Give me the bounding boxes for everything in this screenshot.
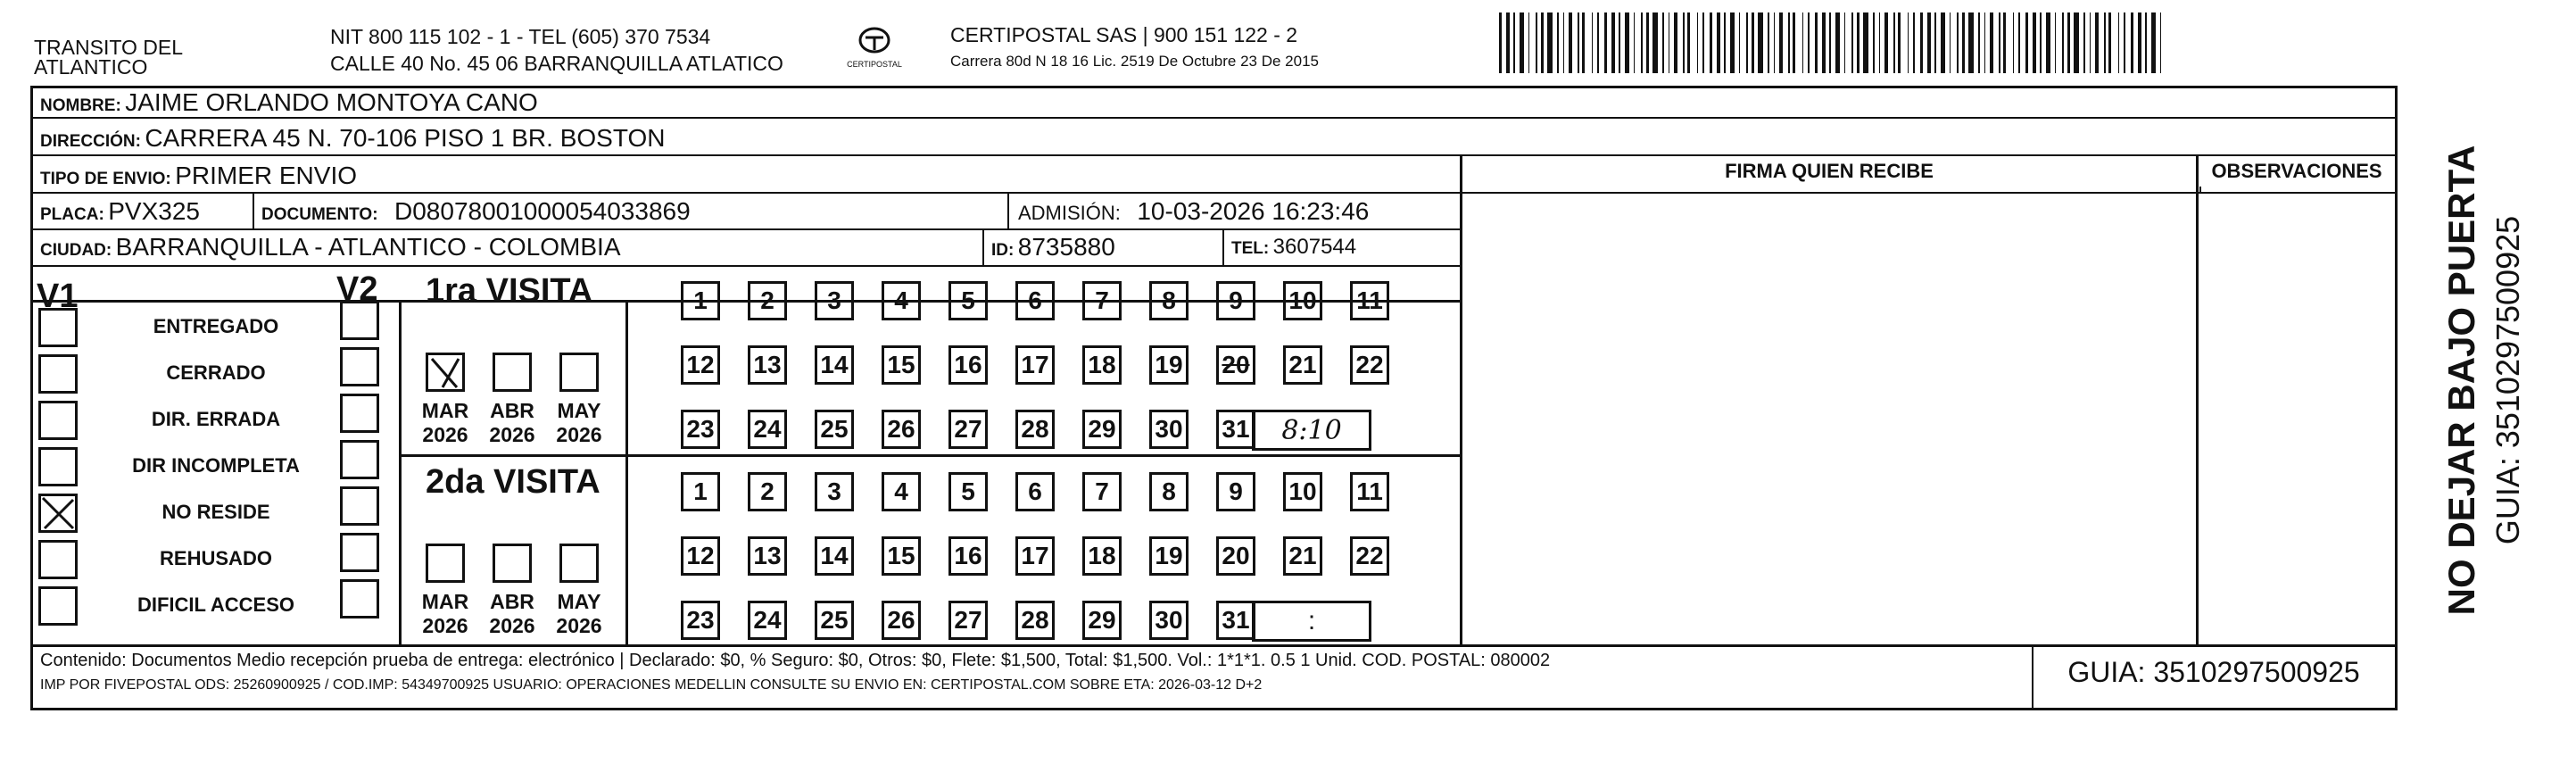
month-year (543, 399, 615, 447)
year-label: 2026 (556, 423, 602, 446)
day-box-6[interactable]: 6 (1015, 472, 1055, 511)
tel-row (1231, 235, 1356, 260)
barcode-bar (1687, 12, 1690, 73)
month-checkbox-may[interactable] (559, 353, 599, 392)
check-mark-icon (428, 355, 462, 389)
day-box-26[interactable]: 26 (882, 601, 921, 640)
visit2-title: 2da VISITA (426, 463, 601, 501)
day-box-9[interactable]: 9 (1216, 281, 1255, 320)
company-name: CERTIPOSTAL SAS | 900 151 122 - 2 (950, 23, 1298, 46)
check-mark-icon (41, 496, 75, 530)
v2-checkbox-6[interactable] (340, 533, 379, 572)
day-box-30[interactable]: 30 (1149, 601, 1189, 640)
day-box-23[interactable]: 23 (681, 601, 720, 640)
day-box-23[interactable]: 23 (681, 410, 720, 449)
month-label: ABR (490, 590, 534, 613)
barcode-bar (2118, 12, 2119, 73)
reason-label: DIR INCOMPLETA (132, 454, 300, 477)
issuer-contact (330, 25, 783, 75)
month-year (543, 590, 615, 638)
barcode-bar (1652, 12, 1658, 73)
barcode-bar (2033, 12, 2036, 73)
delivery-form (30, 86, 2398, 710)
barcode-bar (1634, 12, 1635, 73)
id-row (991, 233, 1115, 261)
barcode-bar (1520, 12, 1524, 73)
barcode-bar (2145, 12, 2147, 73)
id-label: ID: (991, 241, 1015, 260)
direccion-label: DIRECCIÓN: (40, 132, 141, 151)
ciudad-row (40, 233, 621, 261)
barcode-bar (2160, 12, 2161, 73)
reason-label: ENTREGADO (153, 315, 279, 337)
day-box-28[interactable]: 28 (1015, 410, 1055, 449)
day-box-12[interactable]: 12 (681, 536, 720, 576)
barcode-bar (2131, 12, 2133, 73)
barcode-bar (1724, 12, 1726, 73)
year-label: 2026 (422, 614, 468, 637)
barcode-bar (1774, 12, 1775, 73)
barcode-bar (1927, 12, 1931, 73)
day-box-21[interactable]: 21 (1283, 536, 1322, 576)
day-box-19[interactable]: 19 (1149, 345, 1189, 385)
v1-checkbox-6[interactable] (38, 540, 78, 579)
barcode-bar (1611, 12, 1615, 73)
day-box-5[interactable]: 5 (948, 472, 988, 511)
barcode-bar (2104, 12, 2106, 73)
barcode-bar (1592, 12, 1593, 73)
placa-row (40, 197, 200, 226)
placa-value: PVX325 (108, 197, 200, 225)
barcode-bar (2095, 12, 2099, 73)
barcode-bar (1697, 12, 1698, 73)
barcode-bar (1879, 12, 1880, 73)
barcode-bar (1506, 12, 1510, 73)
day-box-17[interactable]: 17 (1015, 345, 1055, 385)
barcode-bar (2040, 12, 2042, 73)
v2-checkbox-7[interactable] (340, 579, 379, 618)
nombre-value: JAIME ORLANDO MONTOYA CANO (125, 88, 538, 116)
direccion-row (40, 124, 665, 153)
barcode-bar (1863, 12, 1868, 73)
day-box-20[interactable]: 20 (1216, 345, 1255, 385)
year-label: 2026 (489, 614, 535, 637)
barcode-bar (1908, 12, 1909, 73)
day-box-11[interactable]: 11 (1350, 472, 1389, 511)
barcode-bar (1746, 12, 1748, 73)
day-box-22[interactable]: 22 (1350, 536, 1389, 576)
day-box-24[interactable]: 24 (748, 410, 787, 449)
day-box-12[interactable]: 12 (681, 345, 720, 385)
firma-header: FIRMA QUIEN RECIBE (1725, 160, 1934, 182)
barcode-bar (1788, 12, 1790, 73)
day-box-24[interactable]: 24 (748, 601, 787, 640)
barcode-bar (2090, 12, 2091, 73)
tipo-value: PRIMER ENVIO (175, 162, 358, 189)
admision-value: 10-03-2026 16:23:46 (1137, 197, 1370, 225)
day-box-29[interactable]: 29 (1082, 410, 1122, 449)
day-box-18[interactable]: 18 (1082, 345, 1122, 385)
barcode-bar (1835, 12, 1840, 73)
v1-checkbox-7[interactable] (38, 586, 78, 626)
reason-label: REHUSADO (160, 547, 272, 569)
day-box-31[interactable]: 31 (1216, 410, 1255, 449)
day-box-22[interactable]: 22 (1350, 345, 1389, 385)
barcode-bar (1822, 12, 1826, 73)
month-year (410, 590, 481, 638)
day-box-3[interactable]: 3 (815, 472, 854, 511)
admision-row (1018, 197, 1369, 226)
side-warning: NO DEJAR BAJO PUERTA (2440, 145, 2482, 616)
day-box-15[interactable]: 15 (882, 345, 921, 385)
day-box-13[interactable]: 13 (748, 536, 787, 576)
month-checkbox-mar[interactable] (426, 353, 465, 392)
barcode-bar (1857, 12, 1860, 73)
v1-checkbox-4[interactable] (38, 447, 78, 486)
reason-label: CERRADO (166, 361, 266, 384)
time-box[interactable]: 8:10 (1252, 410, 1371, 451)
barcode-bar (1752, 12, 1754, 73)
v1-checkbox-3[interactable] (38, 401, 78, 440)
month-label: MAR (421, 399, 469, 422)
barcode-bar (2025, 12, 2028, 73)
barcode-bar (2018, 12, 2020, 73)
v2-checkbox-1[interactable] (340, 301, 379, 340)
barcode-bar (1941, 12, 1945, 73)
issuer-nit: NIT 800 115 102 - 1 - TEL (605) 370 7534 (330, 25, 711, 48)
barcode-bar (2062, 12, 2064, 73)
v2-label: V2 (336, 270, 378, 308)
year-label: 2026 (556, 614, 602, 637)
v1-checkbox-1[interactable] (38, 308, 78, 347)
reason-label: DIR. ERRADA (151, 408, 281, 430)
month-checkbox-may[interactable] (559, 544, 599, 583)
day-box-8[interactable]: 8 (1149, 281, 1189, 320)
barcode-bar (1884, 12, 1888, 73)
barcode-bar (1815, 12, 1818, 73)
barcode-bar (1793, 12, 1795, 73)
visit1-title: 1ra VISITA (426, 272, 593, 310)
admision-label: ADMISIÓN: (1018, 202, 1121, 224)
barcode-bar (1582, 12, 1585, 73)
placa-label: PLACA: (40, 205, 104, 224)
barcode-bar (1779, 12, 1783, 73)
certipostal-logo (834, 27, 915, 69)
barcode-bar (1641, 12, 1643, 73)
reason-label: DIFICIL ACCESO (137, 594, 294, 616)
barcode-bar (1662, 12, 1664, 73)
day-box-1[interactable]: 1 (681, 281, 720, 320)
day-box-30[interactable]: 30 (1149, 410, 1189, 449)
tel-label: TEL: (1231, 239, 1270, 258)
day-box-7[interactable]: 7 (1082, 281, 1122, 320)
barcode-bar (1984, 12, 1985, 73)
ciudad-value: BARRANQUILLA - ATLANTICO - COLOMBIA (115, 233, 621, 261)
issuer-name (34, 36, 183, 79)
v1-label: V1 (37, 278, 79, 315)
barcode-bar (1625, 12, 1629, 73)
barcode-bar (2003, 12, 2006, 73)
day-box-8[interactable]: 8 (1149, 472, 1189, 511)
barcode-bar (1739, 12, 1740, 73)
barcode-bar (1913, 12, 1915, 73)
day-box-16[interactable]: 16 (948, 536, 988, 576)
barcode-bar (2046, 12, 2050, 73)
barcode-bar (1893, 12, 1895, 73)
direccion-value: CARRERA 45 N. 70-106 PISO 1 BR. BOSTON (145, 124, 666, 152)
tel-value: 3607544 (1272, 235, 1357, 259)
day-box-25[interactable]: 25 (815, 410, 854, 449)
barcode-bar (1513, 12, 1515, 73)
day-box-31[interactable]: 31 (1216, 601, 1255, 640)
nombre-row (40, 88, 538, 117)
month-year (476, 590, 548, 638)
barcode-bar (1569, 12, 1572, 73)
barcode-bar (1619, 12, 1620, 73)
barcode-bar (1730, 12, 1735, 73)
barcode-bar (1898, 12, 1901, 73)
barcode-bar (1683, 12, 1685, 73)
company-license: Carrera 80d N 18 16 Lic. 2519 De Octubre 23 De 2015 (950, 53, 1319, 70)
barcode-bar (2013, 12, 2014, 73)
barcode-bar (1957, 12, 1959, 73)
barcode-bar (1873, 12, 1875, 73)
day-box-11[interactable]: 11 (1350, 281, 1389, 320)
day-box-21[interactable]: 21 (1283, 345, 1322, 385)
issuer-line-2: ATLANTICO (34, 55, 148, 79)
barcode-bar (1541, 12, 1544, 73)
v2-checkbox-3[interactable] (340, 394, 379, 433)
barcode-bar (1978, 12, 1980, 73)
day-box-27[interactable]: 27 (948, 410, 988, 449)
imp-text: IMP POR FIVEPOSTAL ODS: 25260900925 / COD.IMP: 54349700925 USUARIO: OPERACIONES MEDELLIN CONSULTE SU ENVIO EN: CERTIPOSTAL.COM SOBRE ETA: 2026-03-12 D+2 (40, 677, 1263, 693)
day-box-10[interactable]: 10 (1283, 281, 1322, 320)
barcode-bar (2083, 12, 2085, 73)
barcode-bar (1557, 12, 1559, 73)
day-box-14[interactable]: 14 (815, 345, 854, 385)
month-year (410, 399, 481, 447)
month-checkbox-abr[interactable] (493, 353, 532, 392)
barcode-bar (1844, 12, 1845, 73)
barcode-bar (1962, 12, 1965, 73)
day-box-3[interactable]: 3 (815, 281, 854, 320)
day-box-27[interactable]: 27 (948, 601, 988, 640)
barcode-bar (1710, 12, 1712, 73)
barcode-bar (1547, 12, 1553, 73)
company-info (950, 23, 1319, 71)
barcode-bar (2138, 12, 2141, 73)
v1-checkbox-2[interactable] (38, 354, 78, 394)
day-box-5[interactable]: 5 (948, 281, 988, 320)
month-year (476, 399, 548, 447)
day-box-4[interactable]: 4 (882, 281, 921, 320)
day-box-2[interactable]: 2 (748, 281, 787, 320)
barcode-bar (1920, 12, 1923, 73)
side-guia: GUIA: 3510297500925 (2489, 215, 2526, 545)
footer-guia: GUIA: 3510297500925 (2067, 656, 2360, 688)
barcode-bar (1808, 12, 1810, 73)
barcode-bar (1499, 12, 1502, 73)
tipo-row (40, 162, 357, 190)
day-box-4[interactable]: 4 (882, 472, 921, 511)
time-box[interactable]: : (1252, 601, 1371, 642)
barcode-bar (2124, 12, 2125, 73)
day-box-14[interactable]: 14 (815, 536, 854, 576)
v2-checkbox-5[interactable] (340, 486, 379, 526)
day-box-7[interactable]: 7 (1082, 472, 1122, 511)
logo-icon (857, 27, 892, 55)
issuer-address: CALLE 40 No. 45 06 BARRANQUILLA ATLATICO (330, 52, 783, 75)
month-label: MAR (421, 590, 469, 613)
documento-label: DOCUMENTO: (261, 205, 378, 224)
barcode-bar (1829, 12, 1831, 73)
id-value: 8735880 (1017, 233, 1115, 261)
barcode-bar (1597, 12, 1599, 73)
documento-row (261, 197, 691, 226)
barcode-bar (1802, 12, 1803, 73)
reason-label: NO RESIDE (162, 501, 270, 523)
year-label: 2026 (489, 423, 535, 446)
v2-checkbox-4[interactable] (340, 440, 379, 479)
month-checkbox-abr[interactable] (493, 544, 532, 583)
barcode-bar (1604, 12, 1607, 73)
barcode-bar (1950, 12, 1951, 73)
day-box-28[interactable]: 28 (1015, 601, 1055, 640)
ciudad-label: CIUDAD: (40, 241, 112, 260)
issuer-line-1: TRANSITO DEL (34, 36, 183, 59)
day-box-6[interactable]: 6 (1015, 281, 1055, 320)
month-label: MAY (557, 399, 601, 422)
month-label: MAY (557, 590, 601, 613)
barcode-bar (1717, 12, 1720, 73)
barcode-bar (1934, 12, 1936, 73)
day-box-16[interactable]: 16 (948, 345, 988, 385)
barcode-bar (1674, 12, 1677, 73)
barcode-bar (2055, 12, 2056, 73)
barcode-bar (1578, 12, 1579, 73)
contenido-text: Contenido: Documentos Medio recepción prueba de entrega: electrónico | Declarado: $0, % Seguro: $0, Otros: $0, Flete: $1,500, Total: $1,500. Vol.: 1*1*1. 0.5 1 Unid. COD. POSTAL: 080002 (40, 651, 1551, 670)
day-box-26[interactable]: 26 (882, 410, 921, 449)
day-box-2[interactable]: 2 (748, 472, 787, 511)
day-box-17[interactable]: 17 (1015, 536, 1055, 576)
month-label: ABR (490, 399, 534, 422)
nombre-label: NOMBRE: (40, 96, 121, 115)
barcode-bar (1702, 12, 1704, 73)
documento-value: D08078001000054033869 (394, 197, 691, 225)
barcode-bar (1990, 12, 1993, 73)
day-box-15[interactable]: 15 (882, 536, 921, 576)
barcode-bar (2151, 12, 2156, 73)
barcode-bar (2067, 12, 2070, 73)
day-box-20[interactable]: 20 (1216, 536, 1255, 576)
day-box-18[interactable]: 18 (1082, 536, 1122, 576)
barcode (1499, 12, 2168, 73)
barcode-bar (1968, 12, 1974, 73)
day-box-10[interactable]: 10 (1283, 472, 1322, 511)
day-box-13[interactable]: 13 (748, 345, 787, 385)
barcode-bar (2074, 12, 2079, 73)
day-box-19[interactable]: 19 (1149, 536, 1189, 576)
v2-checkbox-2[interactable] (340, 347, 379, 386)
year-label: 2026 (422, 423, 468, 446)
barcode-bar (1851, 12, 1853, 73)
barcode-bar (1768, 12, 1769, 73)
day-box-29[interactable]: 29 (1082, 601, 1122, 640)
month-checkbox-mar[interactable] (426, 544, 465, 583)
barcode-bar (2108, 12, 2111, 73)
observaciones-header: OBSERVACIONES (2211, 160, 2382, 182)
logo-text: CERTIPOSTAL (847, 60, 902, 69)
day-box-25[interactable]: 25 (815, 601, 854, 640)
day-box-9[interactable]: 9 (1216, 472, 1255, 511)
v1-checkbox-5[interactable] (38, 494, 78, 533)
barcode-bar (1563, 12, 1564, 73)
day-box-1[interactable]: 1 (681, 472, 720, 511)
barcode-bar (1528, 12, 1529, 73)
barcode-bar (1646, 12, 1649, 73)
tipo-label: TIPO DE ENVIO: (40, 170, 171, 188)
barcode-bar (1536, 12, 1537, 73)
barcode-bar (1999, 12, 2000, 73)
barcode-bar (1758, 12, 1763, 73)
